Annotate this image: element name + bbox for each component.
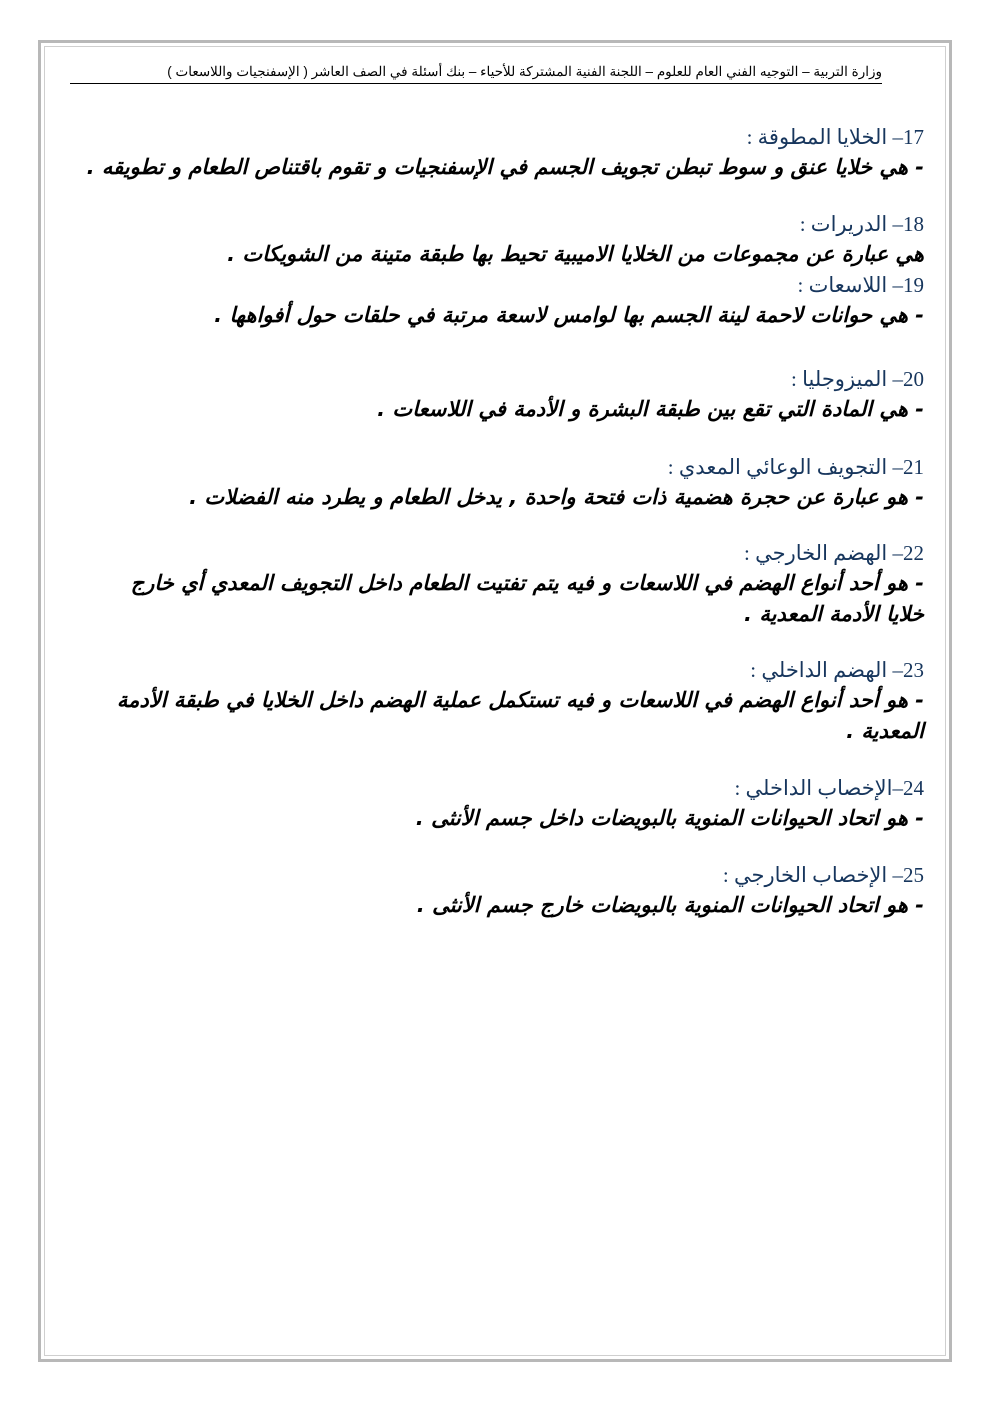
term-definition: - هي المادة التي تقع بين طبقة البشرة و الأدمة في اللاسعات . <box>377 397 924 421</box>
term-title: 20– الميزوجليا : <box>791 367 924 391</box>
entry-17 <box>68 122 924 183</box>
term-definition: - هو عبارة عن حجرة هضمية ذات فتحة واحدة , يدخل الطعام و يطرد منه الفضلات . <box>189 485 924 509</box>
term-title: 21– التجويف الوعائي المعدي : <box>667 455 924 479</box>
entry-25 <box>68 860 924 921</box>
entry-23 <box>68 655 924 747</box>
term-title: 24–الإخصاب الداخلي : <box>734 776 924 800</box>
page-header: وزارة التربية – التوجيه الفني العام للعلوم – اللجنة الفنية المشتركة للأحياء – بنك أسئلة في الصف العاشر ( الإسفنجيات واللاسعات ) <box>70 64 882 84</box>
glossary-content <box>68 118 924 921</box>
term-definition: - هي خلايا عنق و سوط تبطن تجويف الجسم في الإسفنجيات و تقوم باقتناص الطعام و تطويقه . <box>86 155 924 179</box>
term-title: 25– الإخصاب الخارجي : <box>722 863 924 887</box>
term-definition: - هو اتحاد الحيوانات المنوية بالبويضات خارج جسم الأنثى . <box>416 893 924 917</box>
term-title: 18– الدريرات : <box>799 212 924 236</box>
entry-21 <box>68 452 924 513</box>
term-definition: هي عبارة عن مجموعات من الخلايا الاميبية تحيط بها طبقة متينة من الشويكات . <box>227 242 924 266</box>
entry-24 <box>68 773 924 834</box>
entry-20 <box>68 364 924 425</box>
term-title: 22– الهضم الخارجي : <box>744 541 924 565</box>
entry-19 <box>68 270 924 331</box>
term-title: 17– الخلايا المطوقة : <box>746 125 924 149</box>
entry-18 <box>68 209 924 270</box>
term-title: 19– اللاسعات : <box>797 273 924 297</box>
term-definition: - هو أحد أنواع الهضم في اللاسعات و فيه يتم تفتيت الطعام داخل التجويف المعدي أي خارج خلايا الأدمة المعدية . <box>130 571 924 626</box>
term-title: 23– الهضم الداخلي : <box>750 658 924 682</box>
term-definition: - هي حوانات لاحمة لينة الجسم بها لوامس لاسعة مرتبة في حلقات حول أفواهها . <box>214 303 924 327</box>
term-definition: - هو أحد أنواع الهضم في اللاسعات و فيه تستكمل عملية الهضم داخل الخلايا في طبقة الأدمة المعدية . <box>116 688 924 743</box>
entry-22 <box>68 538 924 630</box>
term-definition: - هو اتحاد الحيوانات المنوية بالبويضات داخل جسم الأنثى . <box>415 806 924 830</box>
